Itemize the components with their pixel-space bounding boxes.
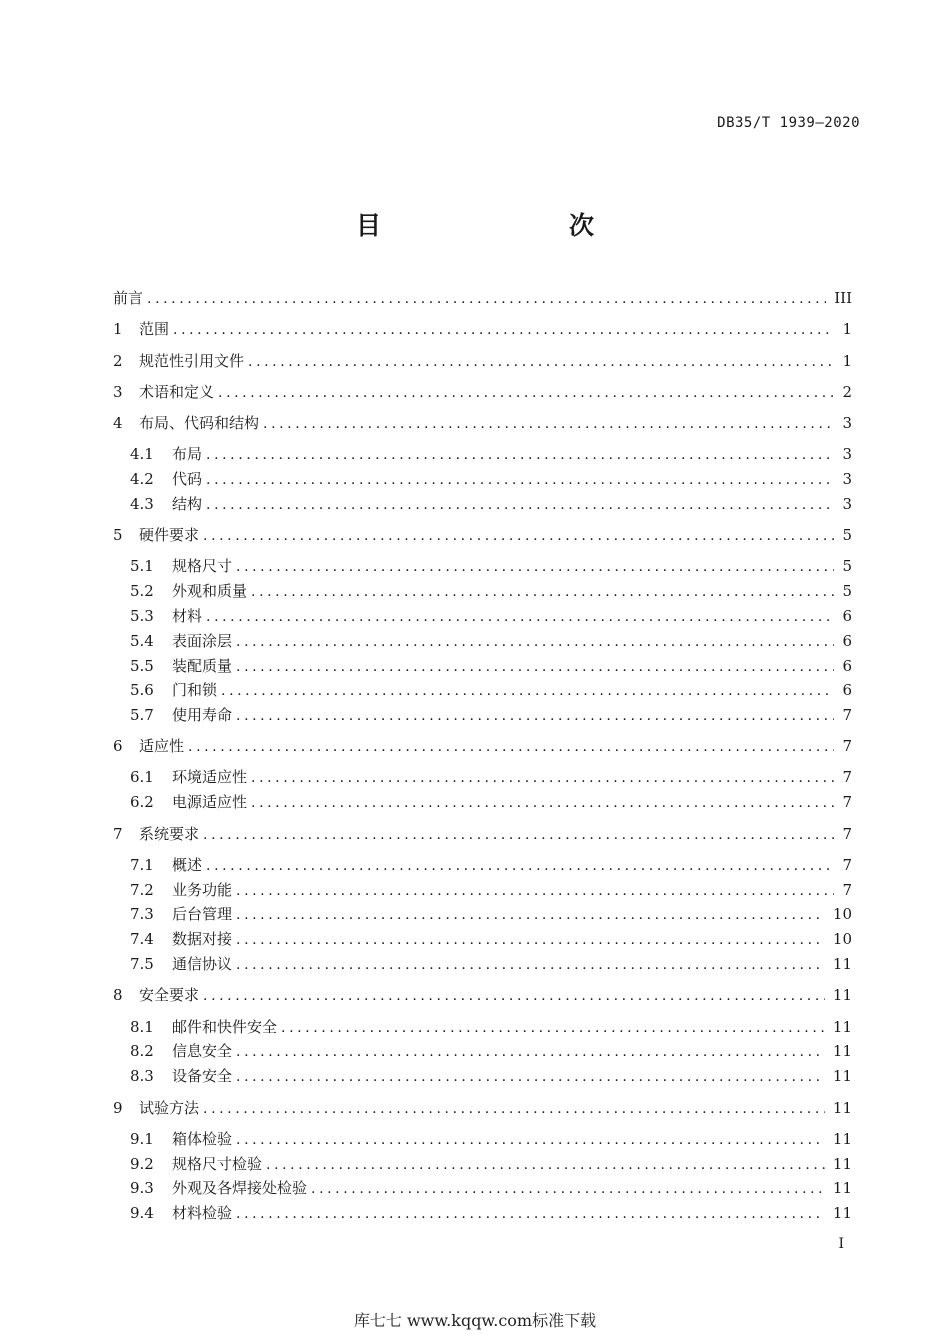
toc-entry-number: 8 — [113, 986, 123, 1004]
toc-entry-label: 代码 — [172, 470, 203, 488]
toc-entry-number: 9 — [113, 1099, 123, 1117]
toc-entry-label: 设备安全 — [172, 1067, 233, 1085]
toc-entry-label: 概述 — [172, 856, 203, 874]
toc-leader-dots — [206, 607, 834, 627]
toc-entry-number: 9.1 — [130, 1130, 154, 1148]
toc-entry[interactable] — [130, 1202, 852, 1222]
toc-entry-page: 6 — [842, 607, 852, 625]
toc-entry[interactable] — [113, 735, 852, 755]
toc-entry-page: 11 — [832, 1204, 852, 1222]
toc-entry-number: 7.1 — [130, 856, 154, 874]
toc-entry-number: 4.1 — [130, 445, 154, 463]
toc-entry-page: 2 — [842, 383, 852, 401]
toc-entry[interactable] — [130, 1016, 852, 1036]
toc-entry-page: 11 — [832, 986, 852, 1004]
toc-leader-dots — [236, 955, 825, 975]
toc-entry[interactable] — [130, 854, 852, 874]
toc-entry[interactable] — [130, 928, 852, 948]
toc-entry[interactable] — [130, 443, 852, 463]
toc-entry[interactable] — [113, 350, 852, 370]
toc-entry[interactable] — [113, 984, 852, 1004]
toc-entry-label: 系统要求 — [139, 825, 200, 843]
toc-entry-page: 1 — [842, 320, 852, 338]
toc-entry-label: 范围 — [139, 320, 170, 338]
toc-entry[interactable] — [130, 953, 852, 973]
toc-entry-label: 外观和质量 — [172, 582, 248, 600]
toc-entry-number: 8.3 — [130, 1067, 154, 1085]
toc-entry-label: 规格尺寸检验 — [172, 1155, 263, 1173]
toc-leader-dots — [251, 793, 834, 813]
page-number: I — [838, 1236, 844, 1252]
toc-entry[interactable] — [130, 630, 852, 650]
toc-entry-label: 通信协议 — [172, 955, 233, 973]
toc-entry-number: 8.1 — [130, 1018, 154, 1036]
toc-entry-number: 9.3 — [130, 1179, 154, 1197]
toc-leader-dots — [236, 881, 834, 901]
toc-leader-dots — [218, 383, 834, 403]
toc-entry[interactable] — [130, 704, 852, 724]
toc-entry-number: 4.3 — [130, 495, 154, 513]
toc-entry-label: 后台管理 — [172, 905, 233, 923]
toc-leader-dots — [188, 737, 834, 757]
toc-entry-label: 表面涂层 — [172, 632, 233, 650]
toc-entry[interactable] — [113, 823, 852, 843]
toc-entry-page: 11 — [832, 955, 852, 973]
toc-leader-dots — [248, 352, 834, 372]
toc-entry-page: 5 — [842, 526, 852, 544]
toc-entry[interactable] — [130, 791, 852, 811]
toc-entry-label: 适应性 — [139, 737, 185, 755]
toc-entry-number: 5.3 — [130, 607, 154, 625]
toc-entry-number: 7.2 — [130, 881, 154, 899]
toc-entry-page: 11 — [832, 1042, 852, 1060]
toc-entry[interactable] — [130, 679, 852, 699]
toc-entry-page: 7 — [842, 737, 852, 755]
toc-entry-label: 试验方法 — [139, 1099, 200, 1117]
toc-entry-page: 7 — [842, 706, 852, 724]
toc-entry[interactable] — [130, 580, 852, 600]
toc-leader-dots — [206, 470, 834, 490]
toc-entry[interactable] — [130, 468, 852, 488]
toc-entry-number: 4.2 — [130, 470, 154, 488]
toc-entry-page: 11 — [832, 1130, 852, 1148]
toc-entry-label: 材料 — [172, 607, 203, 625]
toc-leader-dots — [236, 657, 834, 677]
toc-entry-page: 7 — [842, 793, 852, 811]
toc-entry-label: 外观及各焊接处检验 — [172, 1179, 308, 1197]
toc-entry-number: 9.4 — [130, 1204, 154, 1222]
watermark-text: 库七七 www.kqqw.com标准下载 — [353, 1311, 597, 1330]
toc-entry-number: 6 — [113, 737, 123, 755]
toc-entry[interactable] — [113, 524, 852, 544]
toc-entry-label: 装配质量 — [172, 657, 233, 675]
toc-entry[interactable] — [113, 318, 852, 338]
toc-leader-dots — [266, 1155, 825, 1175]
toc-leader-dots — [236, 706, 834, 726]
toc-entry-page: 11 — [832, 1099, 852, 1117]
toc-leader-dots — [203, 825, 834, 845]
toc-entry[interactable] — [113, 381, 852, 401]
toc-entry-number: 1 — [113, 320, 123, 338]
toc-entry-number: 5.5 — [130, 657, 154, 675]
toc-entry-page: 3 — [842, 470, 852, 488]
toc-entry-number: 8.2 — [130, 1042, 154, 1060]
toc-entry[interactable] — [113, 287, 852, 307]
toc-entry-label: 术语和定义 — [139, 383, 215, 401]
toc-entry-label: 门和锁 — [172, 681, 218, 699]
toc-entry-page: 10 — [832, 905, 852, 923]
toc-entry-label: 规格尺寸 — [172, 557, 233, 575]
toc-leader-dots — [251, 582, 834, 602]
toc-entry-label: 电源适应性 — [172, 793, 248, 811]
toc-entry-label: 业务功能 — [172, 881, 233, 899]
toc-entry-label: 硬件要求 — [139, 526, 200, 544]
toc-entry-label: 箱体检验 — [172, 1130, 233, 1148]
toc-entry-page: 11 — [832, 1179, 852, 1197]
toc-entry[interactable] — [113, 412, 852, 432]
toc-leader-dots — [236, 1204, 825, 1224]
toc-leader-dots — [206, 495, 834, 515]
toc-leader-dots — [147, 289, 826, 309]
toc-leader-dots — [221, 681, 834, 701]
toc-entry-number: 7 — [113, 825, 123, 843]
page-title: 目 次 — [355, 211, 640, 240]
toc-entry-label: 邮件和快件安全 — [172, 1018, 278, 1036]
toc-entry-label: 环境适应性 — [172, 768, 248, 786]
toc-entry-label: 前言 — [113, 289, 144, 307]
toc-entry-page: 5 — [842, 582, 852, 600]
toc-leader-dots — [236, 905, 825, 925]
toc-leader-dots — [236, 1042, 825, 1062]
toc-entry-number: 5.1 — [130, 557, 154, 575]
toc-entry[interactable] — [130, 766, 852, 786]
toc-entry[interactable] — [130, 1177, 852, 1197]
toc-entry-number: 5 — [113, 526, 123, 544]
toc-leader-dots — [236, 557, 834, 577]
toc-leader-dots — [251, 768, 834, 788]
toc-entry-page: 10 — [832, 930, 852, 948]
toc-entry-label: 布局、代码和结构 — [139, 414, 260, 432]
toc-entry-page: 5 — [842, 557, 852, 575]
toc-entry-label: 材料检验 — [172, 1204, 233, 1222]
toc-leader-dots — [311, 1179, 825, 1199]
toc-entry[interactable] — [130, 1128, 852, 1148]
toc-leader-dots — [263, 414, 834, 434]
toc-entry-number: 5.7 — [130, 706, 154, 724]
toc-entry-page: III — [834, 289, 852, 307]
toc-entry-page: 7 — [842, 856, 852, 874]
toc-entry-page: 3 — [842, 414, 852, 432]
toc-entry-page: 3 — [842, 495, 852, 513]
toc-entry-number: 7.4 — [130, 930, 154, 948]
toc-entry-label: 规范性引用文件 — [139, 352, 245, 370]
toc-entry-number: 6.2 — [130, 793, 154, 811]
toc-entry[interactable] — [113, 1097, 852, 1117]
toc-entry-page: 7 — [842, 881, 852, 899]
toc-entry-label: 使用寿命 — [172, 706, 233, 724]
toc-entry-page: 11 — [832, 1155, 852, 1173]
toc-entry-number: 7.3 — [130, 905, 154, 923]
toc-entry-page: 7 — [842, 768, 852, 786]
toc-entry[interactable] — [130, 655, 852, 675]
toc-entry-page: 7 — [842, 825, 852, 843]
toc-entry-label: 数据对接 — [172, 930, 233, 948]
toc-entry[interactable] — [130, 1153, 852, 1173]
toc-leader-dots — [236, 930, 825, 950]
toc-entry-number: 7.5 — [130, 955, 154, 973]
toc-entry[interactable] — [130, 493, 852, 513]
toc-leader-dots — [206, 445, 834, 465]
toc-entry-number: 2 — [113, 352, 123, 370]
toc-entry-number: 4 — [113, 414, 123, 432]
toc-leader-dots — [203, 1099, 825, 1119]
toc-leader-dots — [203, 986, 825, 1006]
toc-entry-number: 3 — [113, 383, 123, 401]
toc-leader-dots — [203, 526, 834, 546]
toc-entry-number: 9.2 — [130, 1155, 154, 1173]
toc-entry-page: 6 — [842, 657, 852, 675]
toc-entry-number: 5.4 — [130, 632, 154, 650]
toc-leader-dots — [206, 856, 834, 876]
toc-leader-dots — [236, 1130, 825, 1150]
toc-leader-dots — [236, 632, 834, 652]
toc-entry-page: 6 — [842, 632, 852, 650]
toc-entry-page: 11 — [832, 1018, 852, 1036]
toc-entry-number: 6.1 — [130, 768, 154, 786]
toc-entry-label: 信息安全 — [172, 1042, 233, 1060]
toc-entry[interactable] — [130, 903, 852, 923]
toc-entry-label: 结构 — [172, 495, 203, 513]
toc-leader-dots — [173, 320, 834, 340]
toc-entry-page: 1 — [842, 352, 852, 370]
toc-entry[interactable] — [130, 605, 852, 625]
toc-entry[interactable] — [130, 1040, 852, 1060]
toc-entry-page: 11 — [832, 1067, 852, 1085]
toc-entry[interactable] — [130, 1065, 852, 1085]
toc-leader-dots — [236, 1067, 825, 1087]
toc-entry-label: 布局 — [172, 445, 203, 463]
toc-entry-page: 3 — [842, 445, 852, 463]
toc-entry-label: 安全要求 — [139, 986, 200, 1004]
toc-entry-page: 6 — [842, 681, 852, 699]
toc-entry[interactable] — [130, 555, 852, 575]
toc-entry-number: 5.2 — [130, 582, 154, 600]
toc-entry-number: 5.6 — [130, 681, 154, 699]
document-code: DB35/T 1939—2020 — [717, 115, 860, 131]
toc-leader-dots — [281, 1018, 825, 1038]
toc-entry[interactable] — [130, 879, 852, 899]
